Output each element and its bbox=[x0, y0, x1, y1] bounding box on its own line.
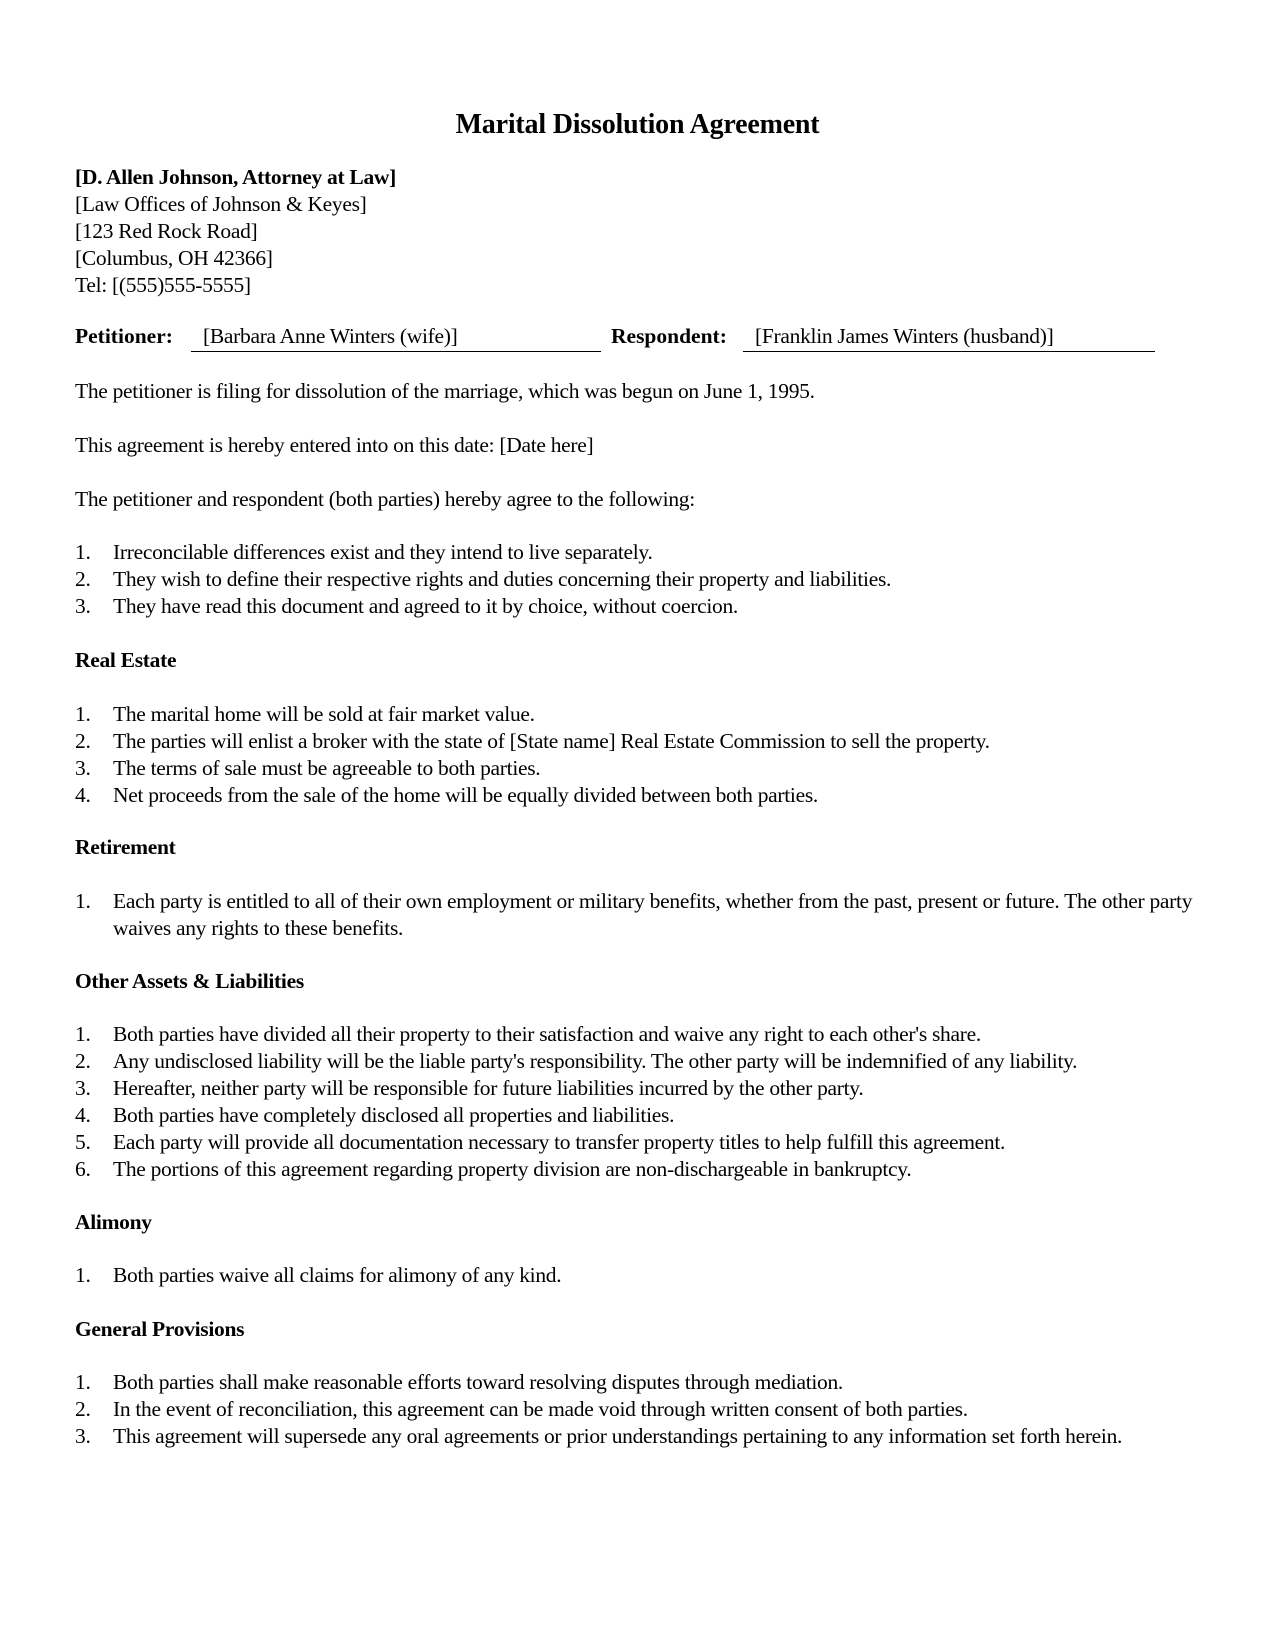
attorney-name: [D. Allen Johnson, Attorney at Law] bbox=[75, 165, 396, 189]
item-text: Irreconcilable differences exist and they intend to live separately. bbox=[113, 540, 653, 564]
item-number: 1. bbox=[75, 1263, 91, 1287]
item-text: They have read this document and agreed to it by choice, without coercion. bbox=[113, 594, 738, 618]
item-text: Net proceeds from the sale of the home will be equally divided between both parties. bbox=[113, 783, 818, 807]
respondent-field[interactable]: [Franklin James Winters (husband)] bbox=[743, 323, 1155, 352]
item-number: 1. bbox=[75, 889, 91, 913]
item-text: The marital home will be sold at fair market value. bbox=[113, 702, 535, 726]
item-number: 3. bbox=[75, 756, 91, 780]
item-number: 6. bbox=[75, 1157, 91, 1181]
item-number: 4. bbox=[75, 1103, 91, 1127]
parties-row bbox=[75, 323, 1200, 353]
item-text: Both parties have completely disclosed all properties and liabilities. bbox=[113, 1103, 675, 1127]
item-number: 1. bbox=[75, 702, 91, 726]
intro-paragraph: The petitioner and respondent (both parties) hereby agree to the following: bbox=[75, 487, 695, 511]
intro-paragraph: This agreement is hereby entered into on this date: [Date here] bbox=[75, 433, 594, 457]
item-text: This agreement will supersede any oral agreements or prior understandings pertaining to any information set forth herein. bbox=[113, 1424, 1123, 1448]
item-text: Both parties shall make reasonable efforts toward resolving disputes through mediation. bbox=[113, 1370, 844, 1394]
item-text: The portions of this agreement regarding property division are non-dischargeable in bankruptcy. bbox=[113, 1157, 912, 1181]
attorney-street: [123 Red Rock Road] bbox=[75, 219, 258, 243]
attorney-phone: Tel: [(555)555-5555] bbox=[75, 273, 251, 297]
item-number: 1. bbox=[75, 1022, 91, 1046]
document-title: Marital Dissolution Agreement bbox=[455, 109, 820, 140]
petitioner-field[interactable]: [Barbara Anne Winters (wife)] bbox=[191, 323, 601, 352]
item-number: 4. bbox=[75, 783, 91, 807]
item-number: 2. bbox=[75, 1397, 91, 1421]
item-text: Any undisclosed liability will be the liable party's responsibility. The other party will be indemnified of any liability. bbox=[113, 1049, 1078, 1073]
section-heading-alimony: Alimony bbox=[75, 1210, 152, 1234]
item-text: Both parties waive all claims for alimony of any kind. bbox=[113, 1263, 562, 1287]
attorney-city: [Columbus, OH 42366] bbox=[75, 246, 273, 270]
item-number: 3. bbox=[75, 1424, 91, 1448]
item-text: Both parties have divided all their property to their satisfaction and waive any right to each other's share. bbox=[113, 1022, 981, 1046]
respondent-label: Respondent: bbox=[611, 324, 727, 348]
petitioner-label: Petitioner: bbox=[75, 324, 173, 348]
item-text: They wish to define their respective rights and duties concerning their property and liabilities. bbox=[113, 567, 892, 591]
item-text: Each party will provide all documentation necessary to transfer property titles to help fulfill this agreement. bbox=[113, 1130, 1006, 1154]
item-text: Hereafter, neither party will be responsible for future liabilities incurred by the other party. bbox=[113, 1076, 864, 1100]
item-text: Each party is entitled to all of their own employment or military benefits, whether from the past, present or future. The other party waives any rights to these benefits. bbox=[113, 889, 1193, 940]
item-text: The terms of sale must be agreeable to both parties. bbox=[113, 756, 541, 780]
item-number: 3. bbox=[75, 594, 91, 618]
item-text: In the event of reconciliation, this agreement can be made void through written consent of both parties. bbox=[113, 1397, 968, 1421]
item-number: 1. bbox=[75, 540, 91, 564]
item-number: 3. bbox=[75, 1076, 91, 1100]
item-number: 5. bbox=[75, 1130, 91, 1154]
item-number: 2. bbox=[75, 567, 91, 591]
section-heading-real-estate: Real Estate bbox=[75, 648, 177, 672]
intro-paragraph: The petitioner is filing for dissolution of the marriage, which was begun on June 1, 1995. bbox=[75, 379, 815, 403]
section-heading-retirement: Retirement bbox=[75, 835, 176, 859]
item-number: 2. bbox=[75, 1049, 91, 1073]
item-text: The parties will enlist a broker with the state of [State name] Real Estate Commission to sell the property. bbox=[113, 729, 990, 753]
item-number: 1. bbox=[75, 1370, 91, 1394]
section-heading-general: General Provisions bbox=[75, 1317, 245, 1341]
attorney-firm: [Law Offices of Johnson & Keyes] bbox=[75, 192, 367, 216]
item-number: 2. bbox=[75, 729, 91, 753]
section-heading-other-assets: Other Assets & Liabilities bbox=[75, 969, 304, 993]
